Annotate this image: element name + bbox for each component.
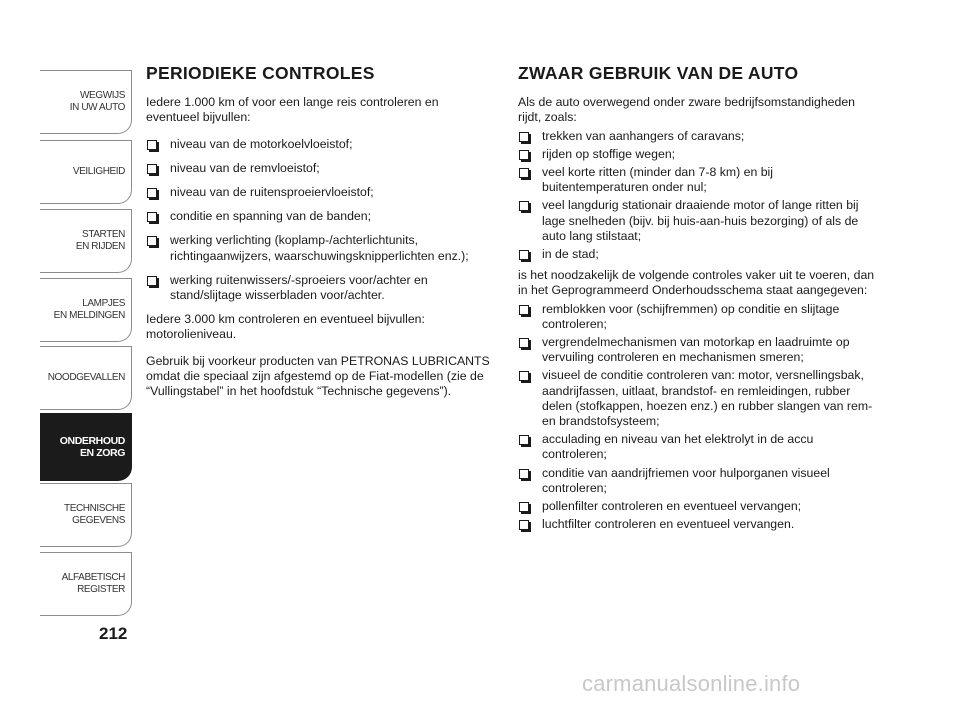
list-item: werking ruitenwissers/-sproeiers voor/achter en stand/slijtage wisserbladen voor/achter. <box>146 273 494 303</box>
checkbox-icon <box>519 371 529 381</box>
list-item: in de stad; <box>518 247 878 262</box>
watermark: carmanualsonline.info <box>582 671 801 696</box>
checkbox-icon <box>147 236 157 246</box>
checkbox-icon <box>147 188 157 198</box>
checklist <box>146 137 494 304</box>
tab-lampjes-en-meldingen[interactable] <box>40 278 132 342</box>
checks-list <box>518 302 878 533</box>
tab-noodgevallen[interactable] <box>40 346 132 410</box>
checkbox-icon <box>519 338 529 348</box>
checkbox-icon <box>519 168 529 178</box>
list-item: remblokken voor (schijfremmen) op conditie en slijtage controleren; <box>518 302 878 332</box>
tab-starten-en-rijden[interactable] <box>40 209 132 273</box>
tab-label: NOODGEVALLEN <box>47 372 125 383</box>
heavy-use-section <box>518 63 878 538</box>
checkbox-icon <box>519 132 529 142</box>
checkbox-icon <box>519 150 529 160</box>
list-item: rijden op stoffige wegen; <box>518 147 878 162</box>
checkbox-icon <box>519 469 529 479</box>
tab-label: TECHNISCHE GEGEVENS <box>63 503 125 526</box>
tab-technische-gegevens[interactable] <box>40 483 132 547</box>
checkbox-icon <box>519 201 529 211</box>
tab-label: LAMPJES EN MELDINGEN <box>53 298 125 321</box>
tab-onderhoud-en-zorg[interactable] <box>40 413 132 481</box>
checkbox-icon <box>519 435 529 445</box>
checkbox-icon <box>519 520 529 530</box>
list-item: conditie en spanning van de banden; <box>146 209 494 224</box>
checkbox-icon <box>147 164 157 174</box>
list-item: acculading en niveau van het elektrolyt in de accu controleren; <box>518 432 878 462</box>
tab-label: VEILIGHEID <box>72 166 125 177</box>
page-number: 212 <box>99 624 128 643</box>
tab-wegwijs[interactable] <box>40 70 132 134</box>
paragraph: Gebruik bij voorkeur producten van PETRONAS LUBRICANTS omdat die speciaal zijn afgestemd op de Fiat-modellen (zie de “Vullingstabel” in het hoofdstuk “Technische gegevens”). <box>146 353 490 399</box>
tab-label: WEGWIJS IN UW AUTO <box>69 90 125 113</box>
list-item: pollenfilter controleren en eventueel vervangen; <box>518 499 878 514</box>
section-title: PERIODIEKE CONTROLES <box>146 63 375 83</box>
list-item: werking verlichting (koplamp-/achterlichtunits, richtingaanwijzers, waarschuwingsknipperlichten enz.); <box>146 233 494 263</box>
conditions-list <box>518 129 878 263</box>
list-item: niveau van de remvloeistof; <box>146 161 494 176</box>
checkbox-icon <box>519 305 529 315</box>
paragraph: Iedere 1.000 km of voor een lange reis controleren en eventueel bijvullen: <box>146 95 439 125</box>
list-item: trekken van aanhangers of caravans; <box>518 129 878 144</box>
checkbox-icon <box>147 212 157 222</box>
tab-label: ONDERHOUD EN ZORG <box>59 435 125 459</box>
tab-alfabetisch-register[interactable] <box>40 552 132 616</box>
tab-label: ALFABETISCH REGISTER <box>61 572 125 595</box>
checkbox-icon <box>519 502 529 512</box>
paragraph: Iedere 3.000 km controleren en eventueel bijvullen: motorolieniveau. <box>146 312 425 342</box>
section-title: ZWAAR GEBRUIK VAN DE AUTO <box>518 63 799 83</box>
list-item: vergrendelmechanismen van motorkap en laadruimte op vervuiling controleren en mechanismen smeren; <box>518 335 878 365</box>
checkbox-icon <box>519 250 529 260</box>
periodic-checks-section <box>146 63 494 410</box>
checkbox-icon <box>147 276 157 286</box>
tab-veiligheid[interactable] <box>40 140 132 204</box>
list-item: visueel de conditie controleren van: motor, versnellingsbak, aandrijfassen, uitlaat, brandstof- en remleidingen, rubber delen (stofkappen, hoezen enz.) en rubber slangen van rem- en brandstofsysteem; <box>518 368 878 429</box>
checkbox-icon <box>147 140 157 150</box>
list-item: luchtfilter controleren en eventueel vervangen. <box>518 517 878 532</box>
tab-label: STARTEN EN RIJDEN <box>75 229 125 252</box>
list-item: niveau van de motorkoelvloeistof; <box>146 137 494 152</box>
list-item: niveau van de ruitensproeiervloeistof; <box>146 185 494 200</box>
paragraph: Als de auto overwegend onder zware bedrijfsomstandigheden rijdt, zoals: <box>518 95 856 125</box>
list-item: conditie van aandrijfriemen voor hulporganen visueel controleren; <box>518 466 878 496</box>
list-item: veel langdurig stationair draaiende motor of lange ritten bij lage snelheden (bijv. bij huis-aan-huis bezorging) of als de auto lang stilstaat; <box>518 198 878 244</box>
list-item: veel korte ritten (minder dan 7-8 km) en bij buitentemperaturen onder nul; <box>518 165 878 195</box>
paragraph: is het noodzakelijk de volgende controles vaker uit te voeren, dan in het Geprogrammeerd Onderhoudsschema staat aangegeven: <box>518 268 875 298</box>
